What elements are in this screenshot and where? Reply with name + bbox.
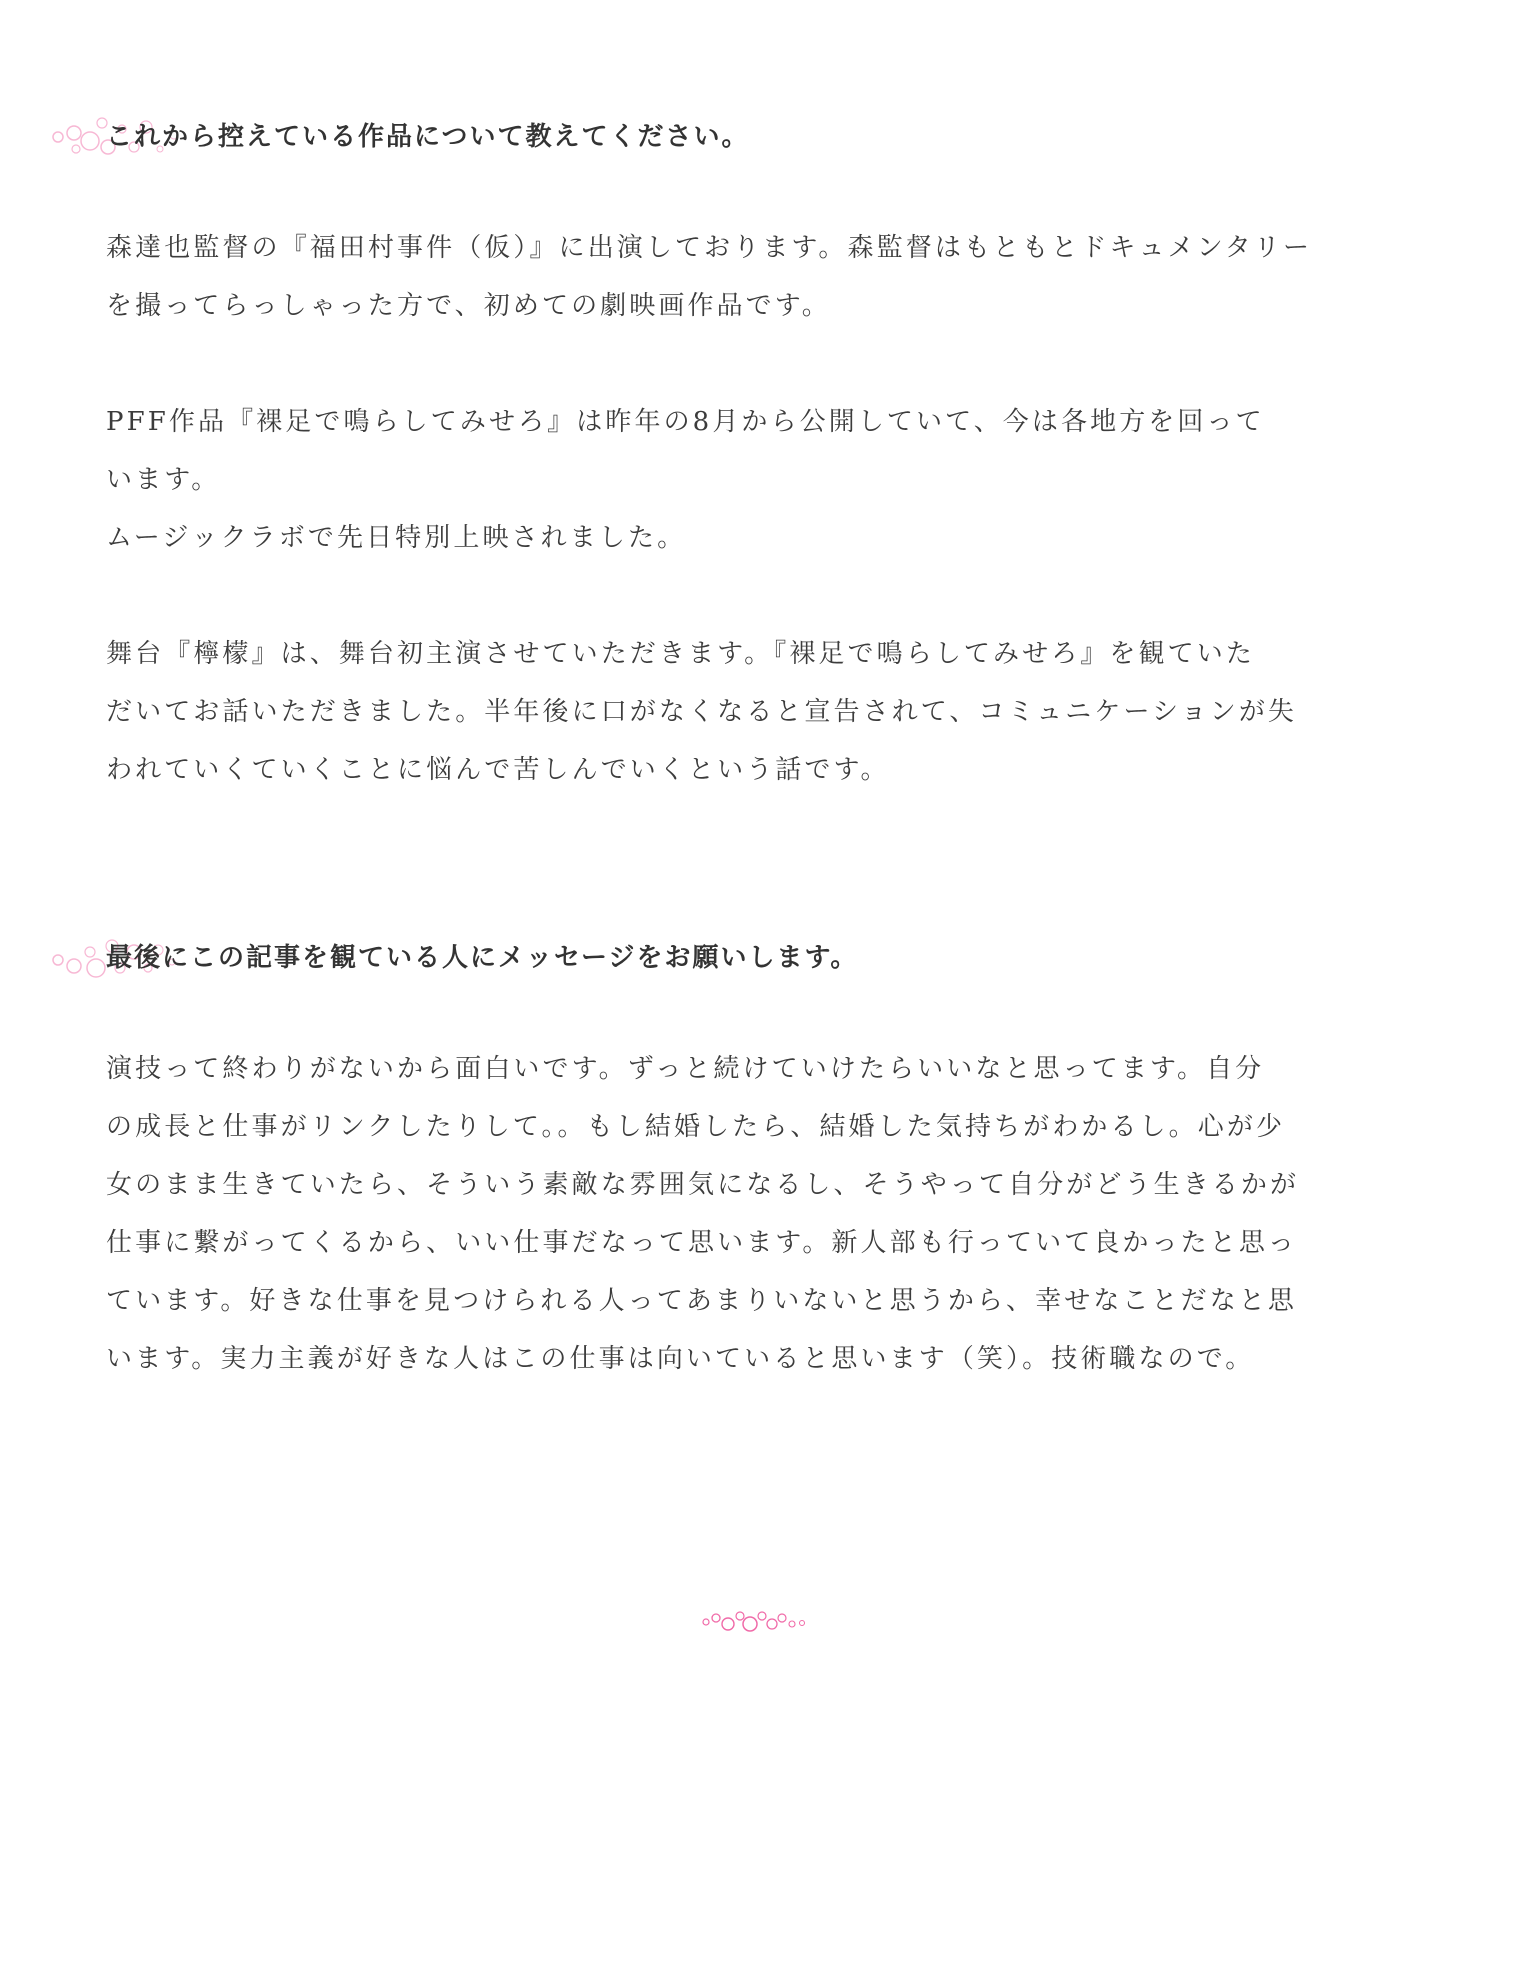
answer-block-2	[106, 1040, 1396, 1388]
answer-line: 仕事に繋がってくるから、いい仕事だなって思います。新人部も行っていて良かったと思っ	[106, 1228, 1298, 1258]
answer-line: ムージックラボで先日特別上映されました。	[106, 523, 687, 553]
answer-line: ています。好きな仕事を見つけられる人ってあまりいないと思うから、幸せなことだなと思	[106, 1286, 1298, 1316]
answer-line: の成長と仕事がリンクしたりして。。もし結婚したら、結婚した気持ちがわかるし。心が少	[106, 1112, 1286, 1142]
answer-line: 森達也監督の『福田村事件（仮）』に出演しております。森監督はもともとドキュメンタリー	[106, 233, 1313, 263]
answer-paragraph	[106, 219, 1396, 335]
bubble-row-icon	[700, 1608, 810, 1636]
answer-line: 演技って終わりがないから面白いです。ずっと続けていけたらいいなと思ってます。自分	[106, 1054, 1265, 1084]
answer-paragraph	[106, 625, 1396, 799]
answer-line: 舞台『檸檬』は、舞台初主演させていただきます。『裸足で鳴らしてみせろ』を観ていた	[106, 639, 1255, 669]
qa-section-1	[106, 117, 1396, 799]
answer-line: PFF作品『裸足で鳴らしてみせろ』は昨年の8月から公開していて、今は各地方を回って	[106, 407, 1265, 437]
answer-paragraph	[106, 393, 1396, 567]
answer-line: 女のまま生きていたら、そういう素敵な雰囲気になるし、そうやって自分がどう生きるかが	[106, 1170, 1300, 1200]
question-block-2	[106, 938, 1396, 978]
qa-section-2	[106, 938, 1396, 1388]
answer-line: だいてお話いただきました。半年後に口がなくなると宣告されて、コミュニケーションが失	[106, 697, 1298, 727]
question-heading-2: 最後にこの記事を観ている人にメッセージをお願いします。	[106, 943, 859, 973]
question-heading-1: これから控えている作品について教えてください。	[106, 122, 750, 152]
answer-block-1	[106, 219, 1396, 799]
answer-line: います。実力主義が好きな人はこの仕事は向いていると思います（笑）。技術職なので。	[106, 1344, 1255, 1374]
answer-line: を撮ってらっしゃった方で、初めての劇映画作品です。	[106, 291, 831, 321]
answer-line: われていくていくことに悩んで苦しんでいくという話です。	[106, 755, 890, 785]
question-block-1	[106, 117, 1396, 157]
answer-paragraph	[106, 1040, 1396, 1388]
answer-line: います。	[106, 465, 221, 495]
